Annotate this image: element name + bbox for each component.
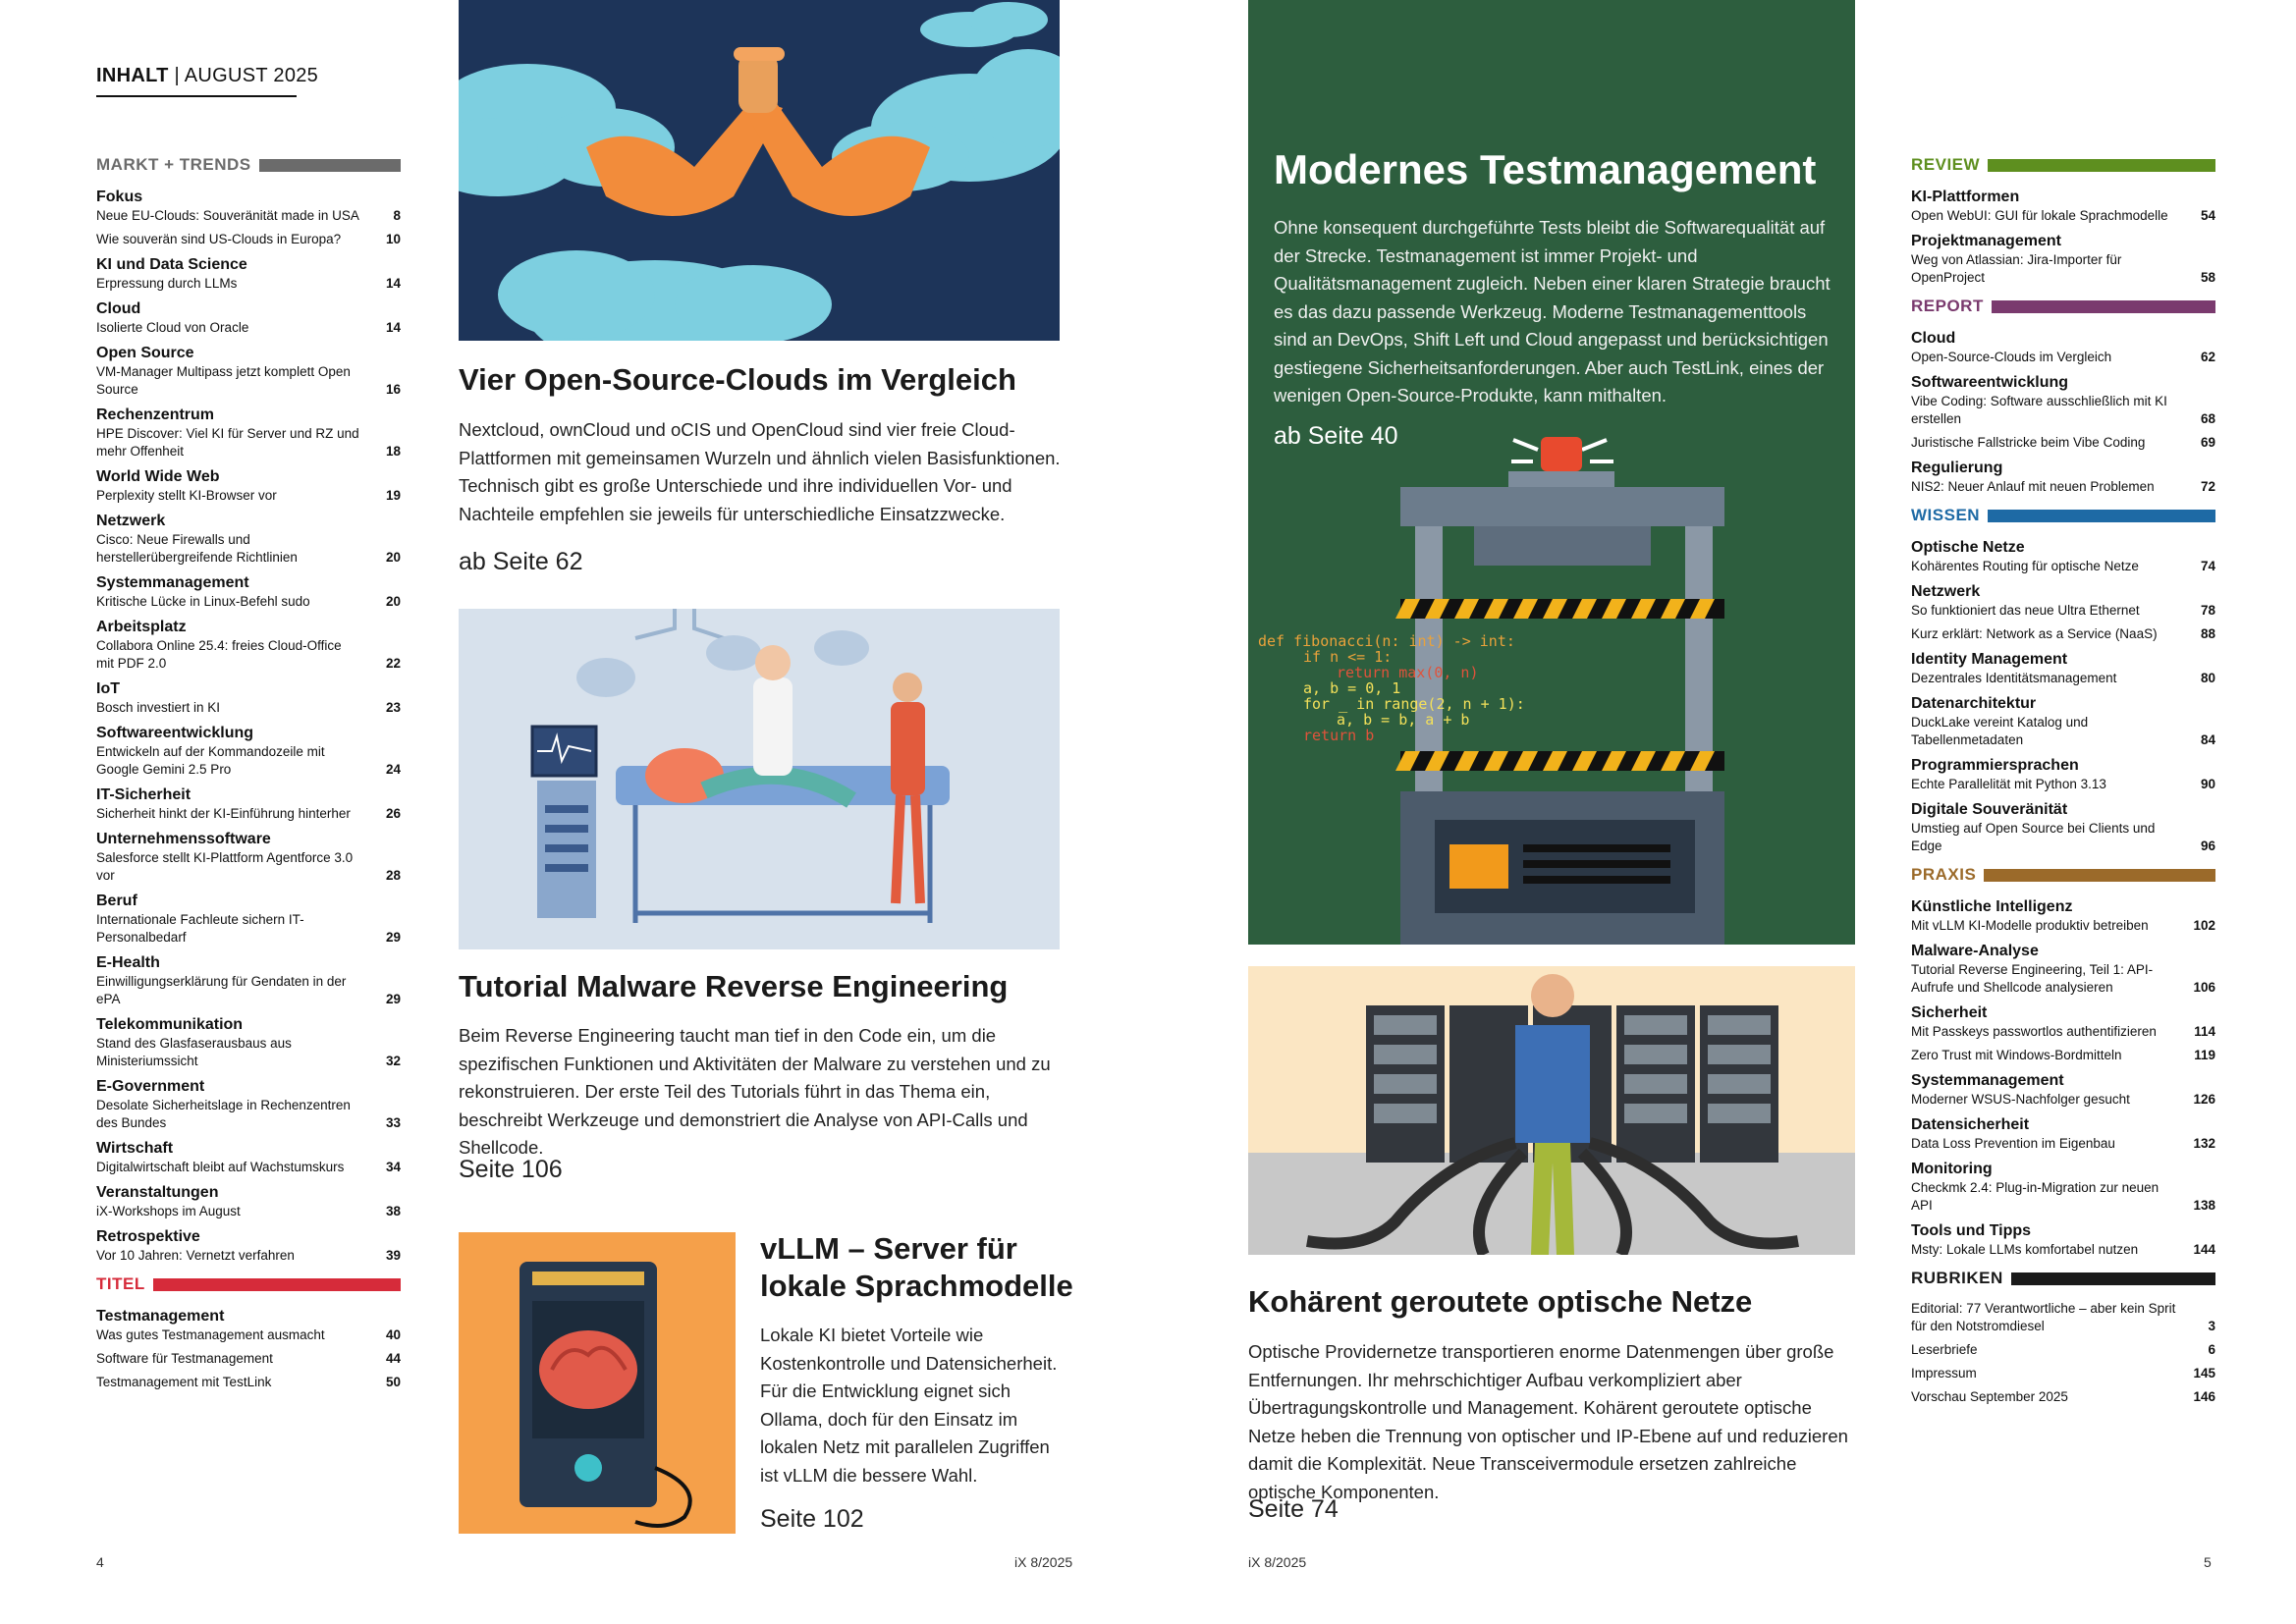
issue-label-right: iX 8/2025 bbox=[1248, 1554, 1307, 1570]
toc-entry-page: 146 bbox=[2193, 1389, 2215, 1404]
toc-entry-text: Umstieg auf Open Source bei Clients und Edge bbox=[1911, 821, 2156, 853]
toc-topic: Cloud bbox=[96, 300, 141, 317]
toc-topic: Unternehmenssoftware bbox=[96, 831, 271, 847]
network-illustration bbox=[1248, 966, 1855, 1255]
toc-group bbox=[1911, 1220, 2215, 1259]
toc-entry[interactable] bbox=[96, 425, 401, 460]
toc-section bbox=[1911, 1269, 2215, 1406]
toc-group bbox=[1911, 458, 2215, 496]
toc-entry-text: Weg von Atlassian: Jira-Importer für OpenProject bbox=[1911, 252, 2122, 285]
toc-entry-text: Msty: Lokale LLMs komfortabel nutzen bbox=[1911, 1242, 2139, 1257]
toc-entry-page: 14 bbox=[385, 276, 401, 291]
section-bar bbox=[1988, 510, 2215, 522]
toc-group bbox=[1911, 799, 2215, 855]
toc-topic: Retrospektive bbox=[96, 1228, 200, 1245]
toc-topic: Programmiersprachen bbox=[1911, 757, 2079, 774]
article-body-optisch: Optische Providernetze transportieren enorme Datenmengen über große Entfernungen. Ihr mehrschichtiger Aufbau verkompliziert aber Übertragungskontrolle und Management. Kohärent geroutete optische Netze heben die Trennung von optischer und IP-Ebene auf und reduzieren damit die Komplexität. Neue Transceivermodule ersetzen zahlreiche optische Komponenten. bbox=[1248, 1341, 1848, 1502]
toc-entry-text: Erpressung durch LLMs bbox=[96, 276, 238, 291]
toc-entry[interactable] bbox=[96, 1097, 401, 1132]
toc-entry-page: 39 bbox=[385, 1248, 401, 1263]
toc-entry-text: Was gutes Testmanagement ausmacht bbox=[96, 1327, 325, 1342]
toc-entry-text: Vor 10 Jahren: Vernetzt verfahren bbox=[96, 1248, 295, 1263]
toc-group bbox=[1911, 537, 2215, 575]
toc-group bbox=[96, 405, 401, 460]
toc-topic: E-Government bbox=[96, 1078, 205, 1095]
code-line-7: return b bbox=[1303, 727, 1375, 744]
toc-topic: Cloud bbox=[1911, 330, 1956, 347]
toc-entry-text: Open-Source-Clouds im Vergleich bbox=[1911, 350, 2112, 364]
toc-entry-text: So funktioniert das neue Ultra Ethernet bbox=[1911, 603, 2140, 618]
toc-entry[interactable] bbox=[1911, 1135, 2215, 1153]
article-page-clouds[interactable]: ab Seite 62 bbox=[459, 548, 583, 575]
toc-entry[interactable] bbox=[96, 699, 401, 717]
toc-entry[interactable] bbox=[1911, 1091, 2215, 1109]
toc-entry-page: 16 bbox=[385, 382, 401, 397]
toc-group bbox=[96, 723, 401, 779]
toc-topic: Softwareentwicklung bbox=[96, 725, 254, 741]
toc-entry-text: Stand des Glasfaserausbaus aus Ministeriumssicht bbox=[96, 1036, 292, 1068]
toc-section bbox=[96, 155, 401, 1265]
toc-entry-page: 19 bbox=[385, 488, 401, 503]
toc-entry[interactable] bbox=[1911, 434, 2215, 452]
section-label: REVIEW bbox=[1911, 155, 1981, 174]
toc-entry-page: 3 bbox=[2208, 1319, 2215, 1333]
article-title-malware: Tutorial Malware Reverse Engineering bbox=[459, 969, 1009, 1003]
toc-entry-page: 32 bbox=[385, 1054, 401, 1068]
toc-topic: Veranstaltungen bbox=[96, 1184, 219, 1201]
section-label: REPORT bbox=[1911, 297, 1984, 315]
toc-entry[interactable] bbox=[1911, 625, 2215, 643]
toc-entry-text: VM-Manager Multipass jetzt komplett Open Source bbox=[96, 364, 351, 397]
toc-entry[interactable] bbox=[96, 805, 401, 823]
toc-topic: KI und Data Science bbox=[96, 256, 247, 273]
toc-section bbox=[1911, 155, 2215, 287]
section-bar bbox=[1984, 869, 2215, 882]
toc-left-column bbox=[96, 155, 401, 1401]
toc-entry[interactable] bbox=[1911, 478, 2215, 496]
toc-group bbox=[96, 1076, 401, 1132]
code-line-4: a, b = 0, 1 bbox=[1303, 679, 1401, 697]
toc-entry[interactable] bbox=[96, 1326, 401, 1344]
toc-entry-text: Salesforce stellt KI-Plattform Agentforce 3.0 vor bbox=[96, 850, 354, 883]
toc-entry-text: Digitalwirtschaft bleibt auf Wachstumskurs bbox=[96, 1160, 345, 1174]
toc-group bbox=[1911, 328, 2215, 366]
toc-entry-text: Desolate Sicherheitslage in Rechenzentren des Bundes bbox=[96, 1098, 351, 1130]
toc-entry[interactable] bbox=[96, 1247, 401, 1265]
toc-entry-text: Open WebUI: GUI für lokale Sprachmodelle bbox=[1911, 208, 2168, 223]
section-heading bbox=[96, 155, 401, 175]
toc-topic: Rechenzentrum bbox=[96, 406, 215, 423]
toc-group bbox=[1911, 896, 2215, 935]
toc-entry[interactable] bbox=[96, 1035, 401, 1070]
toc-entry[interactable] bbox=[1911, 1365, 2215, 1382]
toc-entry-page: 74 bbox=[2200, 559, 2215, 573]
toc-entry-text: Sicherheit hinkt der KI-Einführung hinterher bbox=[96, 806, 351, 821]
toc-group bbox=[96, 254, 401, 293]
article-title-optisch: Kohärent geroutete optische Netze bbox=[1248, 1284, 1753, 1319]
toc-group bbox=[96, 298, 401, 337]
toc-entry-text: Internationale Fachleute sichern IT-Personalbedarf bbox=[96, 912, 304, 945]
toc-entry[interactable] bbox=[96, 911, 401, 947]
issue-header: INHALT | AUGUST 2025 bbox=[96, 65, 297, 97]
toc-entry-text: Data Loss Prevention im Eigenbau bbox=[1911, 1136, 2115, 1151]
section-bar bbox=[1988, 159, 2215, 172]
article-body-clouds: Nextcloud, ownCloud und oCIS und OpenCloud sind vier freie Cloud-Plattformen mit gemeinsamen Wurzeln und ähnlich vielen Basisfunktionen. Technisch gibt es große Unterschiede und ihre individuellen Vor- und Nachteile empfehlen sie jeweils für unterschiedliche Einsatzzwecke. bbox=[459, 419, 1061, 524]
section-label: PRAXIS bbox=[1911, 865, 1977, 884]
code-line-6: a, b = b, a + b bbox=[1337, 711, 1470, 729]
toc-entry-text: Leserbriefe bbox=[1911, 1342, 1978, 1357]
toc-topic: Telekommunikation bbox=[96, 1016, 244, 1033]
article-page-vllm[interactable]: Seite 102 bbox=[760, 1505, 864, 1533]
toc-entry[interactable] bbox=[96, 1350, 401, 1368]
section-bar bbox=[153, 1278, 401, 1291]
toc-topic: Wirtschaft bbox=[96, 1140, 174, 1157]
toc-group bbox=[1911, 649, 2215, 687]
toc-entry-page: 84 bbox=[2200, 732, 2215, 747]
toc-group bbox=[96, 1306, 401, 1391]
toc-entry-text: DuckLake vereint Katalog und Tabellenmetadaten bbox=[1911, 715, 2089, 747]
toc-entry-text: Zero Trust mit Windows-Bordmitteln bbox=[1911, 1048, 2122, 1062]
toc-entry[interactable] bbox=[1911, 207, 2215, 225]
toc-entry-page: 69 bbox=[2200, 435, 2215, 450]
toc-entry[interactable] bbox=[96, 1159, 401, 1176]
toc-entry[interactable] bbox=[1911, 1241, 2215, 1259]
toc-entry-text: Wie souverän sind US-Clouds in Europa? bbox=[96, 232, 342, 246]
toc-entry-text: Tutorial Reverse Engineering, Teil 1: API-Aufrufe und Shellcode analysieren bbox=[1911, 962, 2154, 995]
toc-entry[interactable] bbox=[96, 275, 401, 293]
toc-entry[interactable] bbox=[1911, 1047, 2215, 1064]
toc-topic: World Wide Web bbox=[96, 468, 220, 485]
toc-entry-text: Dezentrales Identitätsmanagement bbox=[1911, 671, 2117, 685]
toc-entry-page: 26 bbox=[385, 806, 401, 821]
toc-entry-text: Perplexity stellt KI-Browser vor bbox=[96, 488, 277, 503]
toc-group bbox=[1911, 1114, 2215, 1153]
toc-entry[interactable] bbox=[96, 1203, 401, 1220]
toc-entry-page: 138 bbox=[2193, 1198, 2215, 1213]
toc-entry[interactable] bbox=[96, 531, 401, 567]
toc-group bbox=[1911, 581, 2215, 643]
toc-entry-text: Vibe Coding: Software ausschließlich mit KI erstellen bbox=[1911, 394, 2167, 426]
section-heading bbox=[1911, 1269, 2215, 1288]
toc-group bbox=[1911, 941, 2215, 997]
toc-entry[interactable] bbox=[1911, 602, 2215, 620]
toc-entry[interactable] bbox=[96, 637, 401, 673]
toc-entry-page: 58 bbox=[2200, 270, 2215, 285]
toc-entry-page: 50 bbox=[385, 1375, 401, 1389]
toc-entry-page: 106 bbox=[2193, 980, 2215, 995]
toc-entry[interactable] bbox=[96, 849, 401, 885]
toc-entry-page: 18 bbox=[385, 444, 401, 459]
toc-group bbox=[96, 785, 401, 823]
toc-entry[interactable] bbox=[96, 363, 401, 399]
toc-entry-page: 6 bbox=[2208, 1342, 2215, 1357]
toc-entry[interactable] bbox=[1911, 714, 2215, 749]
toc-topic: Tools und Tipps bbox=[1911, 1222, 2032, 1239]
toc-entry[interactable] bbox=[1911, 961, 2215, 997]
toc-entry-page: 34 bbox=[385, 1160, 401, 1174]
toc-right-column bbox=[1911, 155, 2215, 1416]
toc-topic: Systemmanagement bbox=[1911, 1072, 2064, 1089]
toc-topic: Netzwerk bbox=[96, 513, 166, 529]
article-page-optisch[interactable]: Seite 74 bbox=[1248, 1495, 1339, 1523]
toc-group bbox=[96, 466, 401, 505]
section-heading bbox=[1911, 865, 2215, 885]
toc-entry-page: 28 bbox=[385, 868, 401, 883]
toc-group bbox=[96, 952, 401, 1008]
section-label: RUBRIKEN bbox=[1911, 1269, 2003, 1287]
toc-entry-text: Collabora Online 25.4: freies Cloud-Office mit PDF 2.0 bbox=[96, 638, 342, 671]
section-bar bbox=[1992, 300, 2215, 313]
toc-entry-page: 10 bbox=[385, 232, 401, 246]
toc-group bbox=[96, 187, 401, 248]
toc-entry-page: 29 bbox=[385, 930, 401, 945]
toc-entry[interactable] bbox=[1911, 393, 2215, 428]
toc-entry-page: 20 bbox=[385, 594, 401, 609]
toc-group bbox=[96, 829, 401, 885]
toc-section bbox=[1911, 297, 2215, 496]
toc-entry-text: Testmanagement mit TestLink bbox=[96, 1375, 272, 1389]
toc-entry-text: Cisco: Neue Firewalls und herstellerübergreifende Richtlinien bbox=[96, 532, 298, 565]
toc-entry-page: 144 bbox=[2193, 1242, 2215, 1257]
toc-group bbox=[1911, 187, 2215, 225]
press-illustration bbox=[1248, 432, 1855, 945]
toc-topic: Testmanagement bbox=[96, 1308, 225, 1325]
toc-entry[interactable] bbox=[1911, 251, 2215, 287]
toc-topic: Künstliche Intelligenz bbox=[1911, 898, 2073, 915]
toc-entry-page: 72 bbox=[2200, 479, 2215, 494]
code-line-2: if n <= 1: bbox=[1303, 648, 1393, 666]
section-heading bbox=[1911, 506, 2215, 525]
toc-group bbox=[96, 617, 401, 673]
toc-group bbox=[1911, 1002, 2215, 1064]
toc-group bbox=[96, 572, 401, 611]
toc-topic: Arbeitsplatz bbox=[96, 619, 187, 635]
toc-entry-text: Kohärentes Routing für optische Netze bbox=[1911, 559, 2139, 573]
toc-entry[interactable] bbox=[96, 207, 401, 225]
article-body-vllm: Lokale KI bietet Vorteile wie Kostenkontrolle und Datensicherheit. Für die Entwicklung eignet sich Ollama, doch für den Einsatz im lokalen Netz mit parallelen Zugriffen ist vLLM die bessere Wahl. bbox=[760, 1325, 1058, 1486]
code-line-1: def fibonacci(n: int) -> int: bbox=[1258, 632, 1515, 650]
toc-entry-page: 20 bbox=[385, 550, 401, 565]
toc-topic: IT-Sicherheit bbox=[96, 786, 191, 803]
toc-topic: Systemmanagement bbox=[96, 574, 249, 591]
toc-group bbox=[1911, 1159, 2215, 1215]
toc-entry[interactable] bbox=[96, 487, 401, 505]
toc-topic: Malware-Analyse bbox=[1911, 943, 2039, 959]
toc-entry-page: 62 bbox=[2200, 350, 2215, 364]
page-number-right: 5 bbox=[2204, 1554, 2212, 1570]
toc-topic: Digitale Souveränität bbox=[1911, 801, 2068, 818]
toc-entry-page: 114 bbox=[2194, 1024, 2215, 1039]
toc-entry-text: Bosch investiert in KI bbox=[96, 700, 221, 715]
toc-entry[interactable] bbox=[96, 973, 401, 1008]
toc-group bbox=[96, 1138, 401, 1176]
toc-section bbox=[96, 1274, 401, 1391]
toc-entry-page: 22 bbox=[385, 656, 401, 671]
toc-entry-text: Einwilligungserklärung für Gendaten in der ePA bbox=[96, 974, 347, 1006]
toc-entry-text: Entwickeln auf der Kommandozeile mit Google Gemini 2.5 Pro bbox=[96, 744, 325, 777]
toc-entry[interactable] bbox=[1911, 670, 2215, 687]
toc-topic: Datenarchitektur bbox=[1911, 695, 2037, 712]
toc-group bbox=[96, 1014, 401, 1070]
toc-entry-page: 14 bbox=[385, 320, 401, 335]
section-label: MARKT + TRENDS bbox=[96, 155, 251, 174]
toc-section bbox=[1911, 865, 2215, 1259]
toc-entry[interactable] bbox=[96, 743, 401, 779]
toc-topic: Optische Netze bbox=[1911, 539, 2025, 556]
toc-group bbox=[96, 678, 401, 717]
section-heading bbox=[1911, 297, 2215, 316]
toc-entry-page: 102 bbox=[2193, 918, 2215, 933]
feature-title: Modernes Testmanagement bbox=[1274, 146, 1817, 192]
toc-entry-text: Editorial: 77 Verantwortliche – aber kein Sprit für den Notstromdiesel bbox=[1911, 1301, 2176, 1333]
toc-entry[interactable] bbox=[1911, 1341, 2215, 1359]
toc-entry-text: NIS2: Neuer Anlauf mit neuen Problemen bbox=[1911, 479, 2155, 494]
feature-body: Ohne konsequent durchgeführte Tests bleibt die Softwarequalität auf der Strecke. Testmanagement ist immer Projekt- und Qualitätsmanagement zugleich. Neben einer klaren Strategie braucht es das dazu passende Werkzeug. Moderne Testmanagementtools sind an DevOps, Shift Left und Cloud angepasst und berücksichtigen gestiegene Sicherheitsanforderungen. Aber auch TestLink, eines der wenigen Open-Source-Produkte, kann mithalten. bbox=[1274, 217, 1831, 406]
toc-entry[interactable] bbox=[1911, 776, 2215, 793]
toc-entry-text: Impressum bbox=[1911, 1366, 1977, 1380]
article-page-malware[interactable]: Seite 106 bbox=[459, 1156, 563, 1183]
toc-entry[interactable] bbox=[1911, 917, 2215, 935]
toc-entry-page: 119 bbox=[2194, 1048, 2215, 1062]
toc-group bbox=[96, 511, 401, 567]
toc-entry-page: 145 bbox=[2193, 1366, 2215, 1380]
article-title-clouds: Vier Open-Source-Clouds im Vergleich bbox=[459, 362, 1016, 397]
vllm-illustration bbox=[459, 1232, 736, 1534]
toc-entry-text: iX-Workshops im August bbox=[96, 1204, 241, 1218]
article-title-vllm: vLLM – Server für lokale Sprachmodelle bbox=[760, 1231, 1073, 1303]
toc-group bbox=[1911, 372, 2215, 452]
toc-topic: Softwareentwicklung bbox=[1911, 374, 2069, 391]
toc-entry-text: Kritische Lücke in Linux-Befehl sudo bbox=[96, 594, 310, 609]
toc-group bbox=[1911, 693, 2215, 749]
toc-entry-page: 38 bbox=[385, 1204, 401, 1218]
toc-entry-text: Software für Testmanagement bbox=[96, 1351, 273, 1366]
toc-entry-page: 90 bbox=[2200, 777, 2215, 791]
toc-topic: IoT bbox=[96, 680, 120, 697]
toc-topic: E-Health bbox=[96, 954, 160, 971]
toc-entry[interactable] bbox=[96, 319, 401, 337]
toc-entry-text: Juristische Fallstricke beim Vibe Coding bbox=[1911, 435, 2146, 450]
section-bar bbox=[259, 159, 401, 172]
toc-group bbox=[96, 1182, 401, 1220]
toc-topic: Open Source bbox=[96, 345, 194, 361]
toc-entry[interactable] bbox=[1911, 820, 2215, 855]
toc-topic: Sicherheit bbox=[1911, 1004, 1988, 1021]
issue-label-left: iX 8/2025 bbox=[1014, 1554, 1073, 1570]
toc-entry-page: 29 bbox=[385, 992, 401, 1006]
cloud-illustration bbox=[459, 0, 1060, 341]
toc-entry-page: 96 bbox=[2200, 839, 2215, 853]
toc-entry-page: 8 bbox=[393, 208, 401, 223]
section-label: TITEL bbox=[96, 1274, 145, 1293]
toc-entry[interactable] bbox=[1911, 349, 2215, 366]
toc-topic: Monitoring bbox=[1911, 1161, 1993, 1177]
toc-entry-page: 33 bbox=[385, 1115, 401, 1130]
toc-topic: Fokus bbox=[96, 189, 143, 205]
feature-panel-testmanagement bbox=[1248, 0, 1855, 945]
toc-entry-page: 78 bbox=[2200, 603, 2215, 618]
toc-topic: Beruf bbox=[96, 893, 137, 909]
toc-topic: Datensicherheit bbox=[1911, 1116, 2030, 1133]
toc-entry-page: 23 bbox=[385, 700, 401, 715]
toc-entry[interactable] bbox=[96, 231, 401, 248]
toc-topic: Projektmanagement bbox=[1911, 233, 2061, 249]
toc-entry-page: 44 bbox=[385, 1351, 401, 1366]
toc-entry-text: Echte Parallelität mit Python 3.13 bbox=[1911, 777, 2106, 791]
toc-entry-text: Isolierte Cloud von Oracle bbox=[96, 320, 249, 335]
toc-group bbox=[96, 343, 401, 399]
feature-page[interactable]: ab Seite 40 bbox=[1274, 422, 1398, 450]
toc-entry-text: Kurz erklärt: Network as a Service (NaaS) bbox=[1911, 626, 2158, 641]
toc-entry-page: 132 bbox=[2193, 1136, 2215, 1151]
section-heading bbox=[1911, 155, 2215, 175]
toc-topic: Regulierung bbox=[1911, 460, 2003, 476]
toc-section bbox=[1911, 506, 2215, 855]
toc-topic: Netzwerk bbox=[1911, 583, 1981, 600]
toc-entry[interactable] bbox=[1911, 1388, 2215, 1406]
toc-entry-page: 24 bbox=[385, 762, 401, 777]
toc-entry-text: Checkmk 2.4: Plug-in-Migration zur neuen API bbox=[1911, 1180, 2159, 1213]
toc-entry[interactable] bbox=[1911, 1179, 2215, 1215]
toc-entry-page: 68 bbox=[2200, 411, 2215, 426]
toc-entry-text: HPE Discover: Viel KI für Server und RZ und mehr Offenheit bbox=[96, 426, 359, 459]
section-heading bbox=[96, 1274, 401, 1294]
toc-entry-text: Moderner WSUS-Nachfolger gesucht bbox=[1911, 1092, 2130, 1107]
toc-entry-text: Mit vLLM KI-Modelle produktiv betreiben bbox=[1911, 918, 2149, 933]
toc-group bbox=[1911, 755, 2215, 793]
toc-entry-page: 80 bbox=[2200, 671, 2215, 685]
surgery-illustration bbox=[459, 609, 1060, 949]
code-line-5: for _ in range(2, n + 1): bbox=[1303, 695, 1525, 713]
toc-entry-text: Vorschau September 2025 bbox=[1911, 1389, 2068, 1404]
toc-entry[interactable] bbox=[1911, 1300, 2215, 1335]
toc-entry[interactable] bbox=[1911, 558, 2215, 575]
toc-group bbox=[96, 1226, 401, 1265]
toc-entry-page: 126 bbox=[2193, 1092, 2215, 1107]
toc-group bbox=[1911, 1070, 2215, 1109]
toc-entry-text: Neue EU-Clouds: Souveränität made in USA bbox=[96, 208, 359, 223]
toc-entry[interactable] bbox=[96, 593, 401, 611]
toc-group bbox=[96, 891, 401, 947]
code-line-3: return max(0, n) bbox=[1337, 664, 1479, 681]
toc-group bbox=[1911, 1300, 2215, 1406]
article-body-malware: Beim Reverse Engineering taucht man tief in den Code ein, um die spezifischen Funktionen und Aktivitäten der Malware zu verstehen und zu rekonstruieren. Der erste Teil des Tutorials führt in das Thema ein, beschreibt Werkzeuge und demonstriert die Analyse von API-Calls und Shellcode. bbox=[459, 1025, 1051, 1158]
toc-group bbox=[1911, 231, 2215, 287]
section-label: WISSEN bbox=[1911, 506, 1981, 524]
toc-entry[interactable] bbox=[1911, 1023, 2215, 1041]
toc-entry-page: 40 bbox=[385, 1327, 401, 1342]
toc-entry[interactable] bbox=[96, 1374, 401, 1391]
toc-entry-page: 88 bbox=[2200, 626, 2215, 641]
toc-topic: KI-Plattformen bbox=[1911, 189, 2020, 205]
toc-entry-page: 54 bbox=[2200, 208, 2215, 223]
section-bar bbox=[2011, 1272, 2215, 1285]
page-number-left: 4 bbox=[96, 1554, 104, 1570]
toc-entry-text: Mit Passkeys passwortlos authentifizieren bbox=[1911, 1024, 2157, 1039]
toc-topic: Identity Management bbox=[1911, 651, 2068, 668]
